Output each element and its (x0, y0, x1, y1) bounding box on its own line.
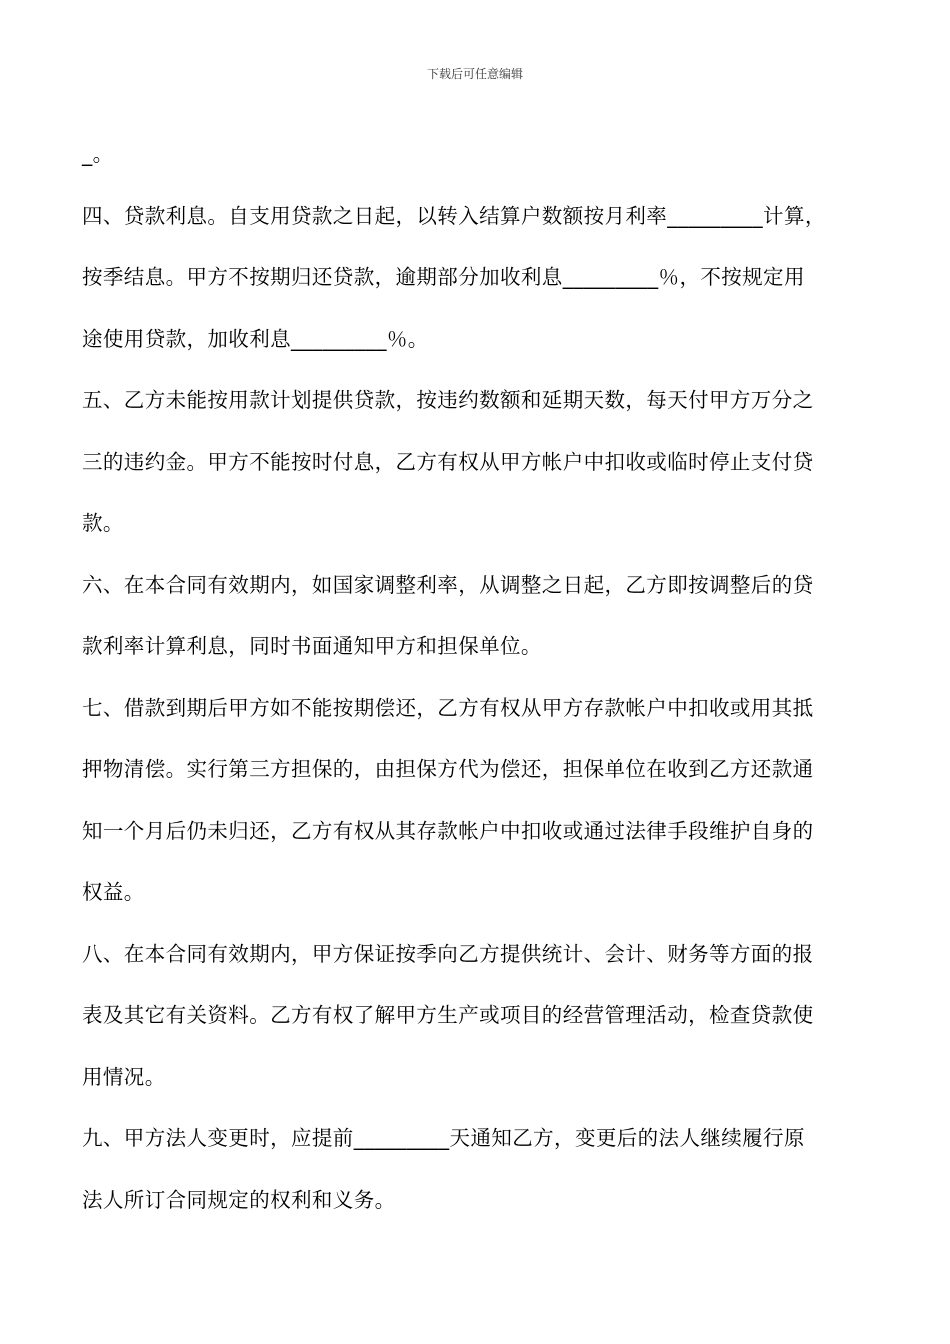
text-line: 五、乙方未能按用款计划提供贷款，按违约数额和延期天数，每天付甲方万分之 (82, 388, 814, 412)
text-line: 款。 (82, 511, 124, 535)
text-line: 表及其它有关资料。乙方有权了解甲方生产或项目的经营管理活动，检查贷款使 (82, 1003, 814, 1027)
text-line: 押物清偿。实行第三方担保的，由担保方代为偿还，担保单位在收到乙方还款通 (82, 757, 814, 781)
text-line: 权益。 (82, 880, 145, 904)
text-line: 按季结息。甲方不按期归还贷款，逾期部分加收利息_________％，不按规定用 (82, 265, 805, 289)
document-body (82, 124, 882, 1231)
text-line: _。 (82, 142, 114, 166)
text-line: 八、在本合同有效期内，甲方保证按季向乙方提供统计、会计、财务等方面的报 (82, 941, 814, 966)
text-line: 用情况。 (82, 1064, 166, 1089)
text-line: 知一个月后仍未归还，乙方有权从其存款帐户中扣收或通过法律手段维护自身的 (82, 818, 814, 843)
text-line: 四、贷款利息。自支用贷款之日起，以转入结算户数额按月利率_________计算， (82, 203, 826, 228)
text-line: 六、在本合同有效期内，如国家调整利率，从调整之日起，乙方即按调整后的贷 (82, 572, 814, 597)
text-line: 款利率计算利息，同时书面通知甲方和担保单位。 (82, 634, 542, 658)
text-line: 九、甲方法人变更时，应提前_________天通知乙方，变更后的法人继续履行原 (82, 1126, 805, 1150)
text-line: 七、借款到期后甲方如不能按期偿还，乙方有权从甲方存款帐户中扣收或用其抵 (82, 695, 814, 720)
text-line: 途使用贷款，加收利息_________％。 (82, 326, 429, 351)
page-header: 下载后可任意编辑 (426, 67, 523, 81)
text-line: 法人所订合同规定的权利和义务。 (82, 1187, 396, 1212)
text-line: 三的违约金。甲方不能按时付息，乙方有权从甲方帐户中扣收或临时停止支付贷 (82, 449, 814, 474)
